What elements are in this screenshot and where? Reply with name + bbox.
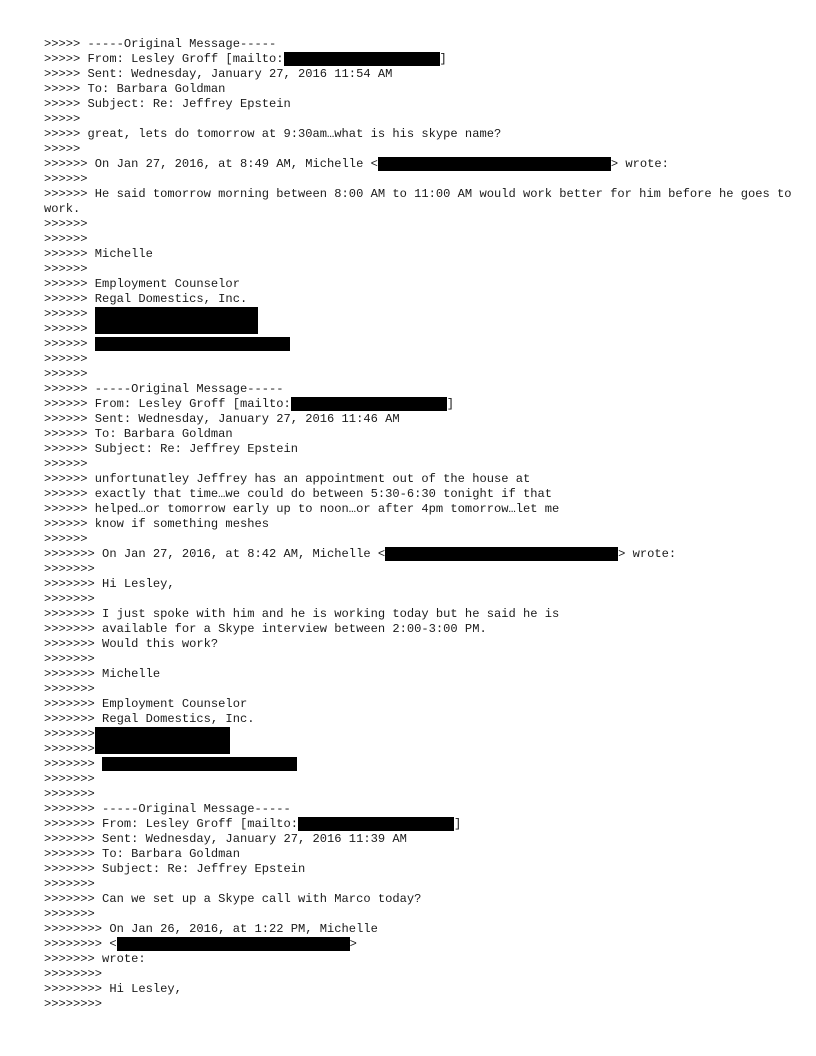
text-line: >>>>>> helped…or tomorrow early up to noon…or after 4pm tomorrow…let me <box>44 502 560 516</box>
text-line: >>>>>> <box>44 262 88 276</box>
text-line: >>>>>> <box>44 322 88 336</box>
text-line: >>>>>>> Regal Domestics, Inc. <box>44 712 255 726</box>
text-line: >>>>> <box>44 112 81 126</box>
text-segment: >>>>>> <box>44 307 95 321</box>
text-segment: ] <box>446 397 455 411</box>
text-line: >>>>>>> To: Barbara Goldman <box>44 847 240 861</box>
text-line: >>>>>>> <box>44 682 95 696</box>
redacted-line <box>44 307 804 322</box>
redacted-line <box>44 337 804 352</box>
text-line: >>>>>> unfortunatley Jeffrey has an appointment out of the house at <box>44 472 531 486</box>
redacted-line <box>44 757 804 772</box>
text-line: >>>>>>> I just spoke with him and he is working today but he said he is <box>44 607 560 621</box>
text-line: >>>>>> <box>44 532 88 546</box>
text-line: >>>>>>> <box>44 562 95 576</box>
redaction-bar <box>298 817 454 831</box>
from-line <box>44 52 804 67</box>
redaction-bar <box>385 547 618 561</box>
text-line: >>>>>> <box>44 232 88 246</box>
text-line: >>>>> Subject: Re: Jeffrey Epstein <box>44 97 291 111</box>
text-segment: >>>>>>> <box>44 727 95 741</box>
text-line: >>>>>>> Employment Counselor <box>44 697 248 711</box>
text-segment: ] <box>439 52 447 66</box>
text-segment: > wrote: <box>610 157 669 171</box>
text-line: >>>>>> Regal Domestics, Inc. <box>44 292 248 306</box>
text-line: >>>>>>> -----Original Message----- <box>44 802 291 816</box>
redaction-bar <box>291 397 447 411</box>
text-line: >>>>>>> <box>44 652 95 666</box>
text-segment: >>>>>>> On Jan 27, 2016, at 8:42 AM, Michelle < <box>44 547 386 561</box>
text-line: >>>>> great, lets do tomorrow at 9:30am…what is his skype name? <box>44 127 502 141</box>
redaction-bar <box>102 757 297 771</box>
text-line: >>>>>> -----Original Message----- <box>44 382 284 396</box>
text-line: >>>>>>> Subject: Re: Jeffrey Epstein <box>44 862 306 876</box>
text-line: >>>>>> To: Barbara Goldman <box>44 427 233 441</box>
text-line: >>>>>> <box>44 217 88 231</box>
text-line: >>>>>>> Would this work? <box>44 637 219 651</box>
text-segment: > wrote: <box>618 547 677 561</box>
text-line: >>>>>>>> Hi Lesley, <box>44 982 182 996</box>
redacted-line <box>44 727 804 742</box>
text-segment: >>>>> From: Lesley Groff [mailto: <box>44 52 284 66</box>
redaction-bar <box>95 727 230 754</box>
text-segment: >>>>>>>> < <box>44 937 117 951</box>
text-segment: >>>>>> From: Lesley Groff [mailto: <box>44 397 291 411</box>
redaction-bar <box>284 52 440 66</box>
text-line: >>>>>> exactly that time…we could do between 5:30-6:30 tonight if that <box>44 487 553 501</box>
text-line: >>>>>> Sent: Wednesday, January 27, 2016 11:46 AM <box>44 412 400 426</box>
from-line <box>44 397 804 412</box>
email-thread-document <box>44 37 804 1012</box>
text-line: >>>>>>> Michelle <box>44 667 161 681</box>
redaction-bar <box>378 157 611 171</box>
text-line: >>>>>>> <box>44 742 95 756</box>
text-line: >>>>>> Employment Counselor <box>44 277 240 291</box>
text-segment: >>>>>> On Jan 27, 2016, at 8:49 AM, Michelle < <box>44 157 378 171</box>
text-line: >>>>>> <box>44 457 88 471</box>
attribution-line <box>44 157 804 172</box>
text-line: >>>>>>>> <box>44 997 103 1011</box>
text-line: >>>>>>> <box>44 772 95 786</box>
text-line: >>>>>> He said tomorrow morning between 8:00 AM to 11:00 AM would work better for him before he goes to work. <box>44 187 799 216</box>
text-line: >>>>>>> wrote: <box>44 952 146 966</box>
text-line: >>>>>> <box>44 367 88 381</box>
text-line: >>>>>> <box>44 352 88 366</box>
text-line: >>>>>>> Can we set up a Skype call with Marco today? <box>44 892 422 906</box>
text-line: >>>>>>> Hi Lesley, <box>44 577 175 591</box>
text-line: >>>>> <box>44 142 81 156</box>
text-line: >>>>>> Michelle <box>44 247 153 261</box>
text-line: >>>>> To: Barbara Goldman <box>44 82 226 96</box>
attribution-line <box>44 547 804 562</box>
text-segment: >>>>>>> From: Lesley Groff [mailto: <box>44 817 299 831</box>
redaction-bar <box>117 937 350 951</box>
text-line: >>>>>> <box>44 172 88 186</box>
text-line: >>>>>>> Sent: Wednesday, January 27, 2016 11:39 AM <box>44 832 407 846</box>
text-line: >>>>>>> <box>44 592 95 606</box>
text-line: >>>>> -----Original Message----- <box>44 37 277 51</box>
text-line: >>>>>> know if something meshes <box>44 517 269 531</box>
text-line: >>>>>>> <box>44 907 95 921</box>
text-segment: >>>>>> <box>44 337 95 351</box>
text-line: >>>>>>> available for a Skype interview between 2:00-3:00 PM. <box>44 622 487 636</box>
text-line: >>>>>>>> On Jan 26, 2016, at 1:22 PM, Michelle <box>44 922 378 936</box>
text-line: >>>>>>> <box>44 877 95 891</box>
text-line: >>>>>>>> <box>44 967 103 981</box>
text-line: >>>>>>> <box>44 787 95 801</box>
text-segment: > <box>349 937 357 951</box>
text-segment: ] <box>454 817 462 831</box>
text-segment: >>>>>>> <box>44 757 103 771</box>
text-line: >>>>>> Subject: Re: Jeffrey Epstein <box>44 442 299 456</box>
from-line <box>44 817 804 832</box>
email-address-line <box>44 937 804 952</box>
redaction-bar <box>95 337 290 351</box>
text-line: >>>>> Sent: Wednesday, January 27, 2016 11:54 AM <box>44 67 393 81</box>
redaction-bar <box>95 307 258 334</box>
